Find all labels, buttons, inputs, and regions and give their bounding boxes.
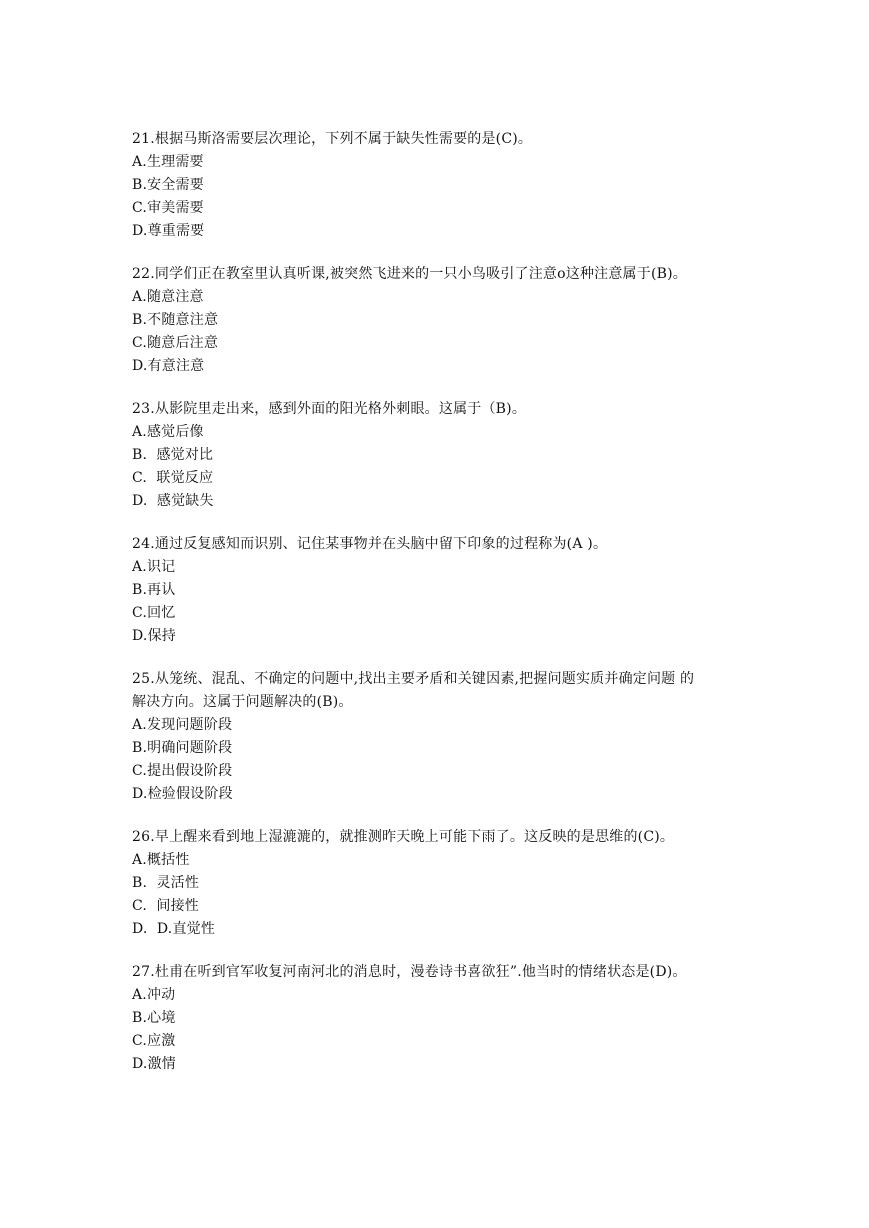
option-b: B. 感觉对比 (132, 447, 214, 463)
option-a: A.识记 (132, 559, 176, 575)
option-a: A.概括性 (132, 852, 190, 868)
question-26 (132, 826, 752, 941)
option-a: A.发现问题阶段 (132, 717, 233, 733)
option-a: A.感觉后像 (132, 424, 204, 440)
option-b: B.心境 (132, 1010, 176, 1026)
option-c: C.提出假设阶段 (132, 763, 233, 779)
question-stem: 21.根据马斯洛需要层次理论，下列不属于缺失性需要的是(C)。 (132, 131, 533, 147)
question-stem-line-1: 25.从笼统、混乱、不确定的问题中,找出主要矛盾和关键因素,把握问题实质并确定问题 的 (132, 671, 695, 687)
question-24 (132, 533, 752, 648)
option-a: A.冲动 (132, 987, 176, 1003)
question-stem: 24.通过反复感知而识别、记住某事物并在头脑中留下印象的过程称为(A )。 (132, 536, 608, 552)
question-21 (132, 128, 752, 243)
option-c: C.审美需要 (132, 200, 204, 216)
question-25 (132, 668, 752, 806)
option-b: B. 灵活性 (132, 875, 200, 891)
option-b: B.明确问题阶段 (132, 740, 233, 756)
document-page (132, 128, 752, 1096)
option-b: B.不随意注意 (132, 312, 219, 328)
option-a: A.生理需要 (132, 154, 204, 170)
option-a: A.随意注意 (132, 289, 204, 305)
question-stem: 23.从影院里走出来，感到外面的阳光格外刺眼。这属于（B)。 (132, 401, 527, 417)
option-c: C.应激 (132, 1033, 176, 1049)
option-d: D.激情 (132, 1056, 176, 1072)
option-b: B.安全需要 (132, 177, 204, 193)
question-27 (132, 961, 752, 1076)
question-stem: 26.早上醒来看到地上湿漉漉的，就推测昨天晚上可能下雨了。这反映的是思维的(C)。 (132, 829, 675, 845)
option-d: D.有意注意 (132, 358, 205, 374)
option-c: C. 联觉反应 (132, 470, 214, 486)
option-c: C.回忆 (132, 605, 176, 621)
option-d: D.尊重需要 (132, 223, 205, 239)
option-d: D. 感觉缺失 (132, 493, 214, 509)
question-stem: 27.杜甫在听到官军收复河南河北的消息时，漫卷诗书喜欲狂”.他当时的情绪状态是(D)。 (132, 964, 687, 980)
question-23 (132, 398, 752, 513)
option-d: D.检验假设阶段 (132, 786, 233, 802)
question-stem: 22.同学们正在教室里认真听课,被突然飞进来的一只小鸟吸引了注意o这种注意属于(B)。 (132, 266, 687, 282)
question-stem-line-2: 解决方向。这属于问题解决的(B)。 (132, 694, 353, 710)
option-d: D.保持 (132, 628, 176, 644)
option-c: C.随意后注意 (132, 335, 219, 351)
option-c: C. 间接性 (132, 898, 199, 914)
question-22 (132, 263, 752, 378)
option-d: D. D.直觉性 (132, 921, 216, 937)
option-b: B.再认 (132, 582, 176, 598)
